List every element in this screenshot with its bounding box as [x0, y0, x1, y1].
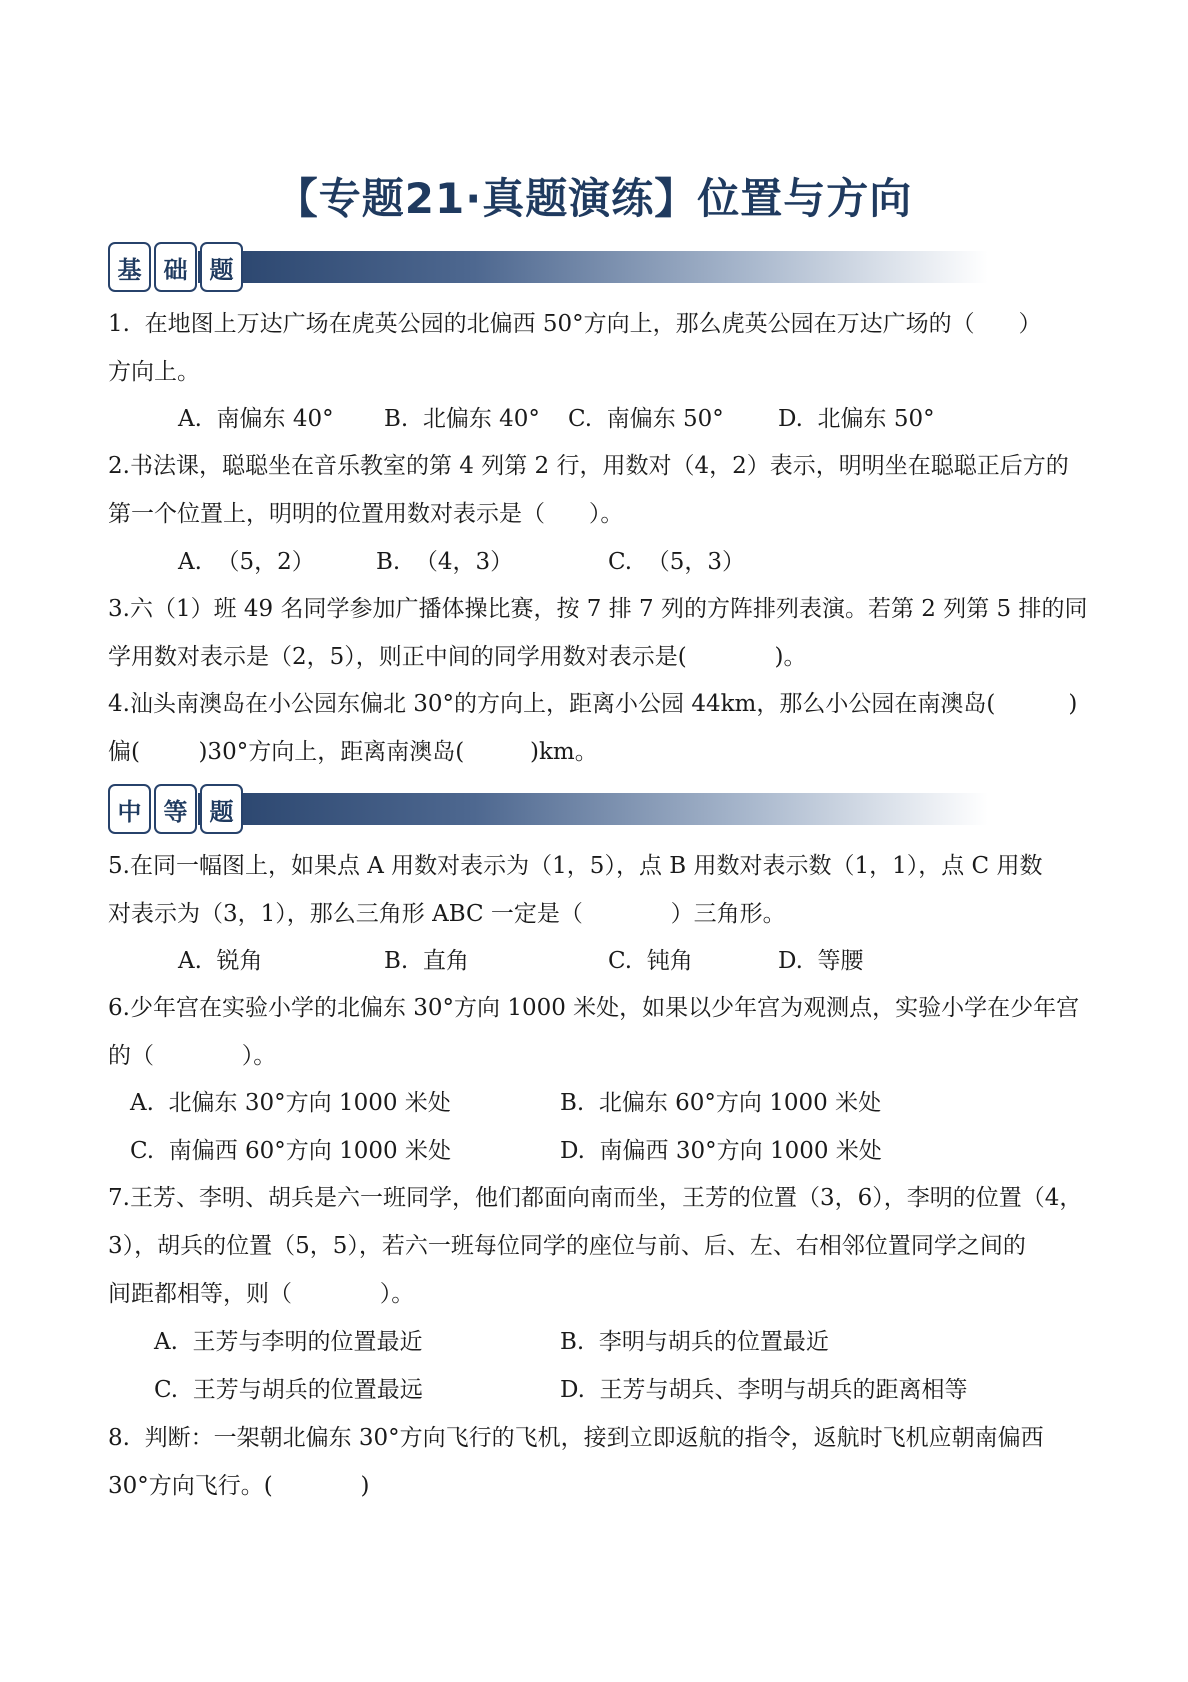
- option-c: C. 南偏东 50°: [568, 406, 724, 432]
- section-char-box: 等: [154, 784, 197, 834]
- question-text-line: 3），胡兵的位置（5，5），若六一班每位同学的座位与前、后、左、右相邻位置同学之间的: [108, 1233, 1026, 1259]
- section-char-box: 题: [200, 242, 243, 292]
- question-text-line: 第一个位置上，明明的位置用数对表示是（ ）。: [108, 501, 624, 527]
- section-header-medium: [108, 784, 988, 834]
- option-c: C. 钝角: [608, 948, 693, 974]
- option-b: B. 直角: [384, 948, 469, 974]
- option-c: C. 王芳与胡兵的位置最远: [154, 1377, 423, 1403]
- question-text-line: 7.王芳、李明、胡兵是六一班同学，他们都面向南而坐，王芳的位置（3，6），李明的位置（4，: [108, 1185, 1083, 1211]
- option-b: B. 北偏东 60°方向 1000 米处: [560, 1090, 882, 1116]
- option-a: A. （5，2）: [178, 549, 315, 575]
- question-text-line: 6.少年宫在实验小学的北偏东 30°方向 1000 米处，如果以少年宫为观测点，实验小学在少年宫: [108, 995, 1080, 1021]
- question-text-line: 的（ ）。: [108, 1043, 277, 1069]
- option-d: D. 等腰: [778, 948, 864, 974]
- question-text-line: 3.六（1）班 49 名同学参加广播体操比赛，按 7 排 7 列的方阵排列表演。若第 2 列第 5 排的同: [108, 596, 1088, 622]
- page-title: 【专题21·真题演练】位置与方向: [275, 174, 913, 223]
- question-text-line: 4.汕头南澳岛在小公园东偏北 30°的方向上，距离小公园 44km，那么小公园在南澳岛( ): [108, 691, 1078, 717]
- question-text-line: 方向上。: [108, 359, 200, 385]
- option-d: D. 王芳与胡兵、李明与胡兵的距离相等: [560, 1377, 968, 1403]
- option-b: B. 李明与胡兵的位置最近: [560, 1329, 829, 1355]
- question-text-line: 30°方向飞行。( ): [108, 1473, 370, 1499]
- section-header-basic: [108, 242, 988, 292]
- option-a: A. 北偏东 30°方向 1000 米处: [130, 1090, 451, 1116]
- option-a: A. 锐角: [178, 948, 263, 974]
- question-text-line: 学用数对表示是（2，5），则正中间的同学用数对表示是( )。: [108, 644, 807, 670]
- option-b: B. 北偏东 40°: [384, 406, 540, 432]
- section-gradient-band: [198, 251, 988, 283]
- question-text-line: 2.书法课，聪聪坐在音乐教室的第 4 列第 2 行，用数对（4，2）表示，明明坐在聪聪正后方的: [108, 453, 1069, 479]
- question-text-line: 对表示为（3，1），那么三角形 ABC 一定是（ ）三角形。: [108, 901, 786, 927]
- question-text-line: 间距都相等，则（ ）。: [108, 1281, 415, 1307]
- question-text-line: 偏( )30°方向上，距离南澳岛( )km。: [108, 739, 598, 765]
- option-d: D. 南偏西 30°方向 1000 米处: [560, 1138, 882, 1164]
- option-b: B. （4，3）: [376, 549, 514, 575]
- question-text-line: 1. 在地图上万达广场在虎英公园的北偏西 50°方向上，那么虎英公园在万达广场的（ ）: [108, 311, 1042, 337]
- section-char-box: 中: [108, 784, 151, 834]
- section-char-box: 基: [108, 242, 151, 292]
- question-text-line: 8. 判断：一架朝北偏东 30°方向飞行的飞机，接到立即返航的指令，返航时飞机应朝南偏西: [108, 1425, 1044, 1451]
- section-gradient-band: [198, 793, 988, 825]
- option-a: A. 南偏东 40°: [178, 406, 334, 432]
- section-char-box: 础: [154, 242, 197, 292]
- option-c: C. （5，3）: [608, 549, 745, 575]
- option-c: C. 南偏西 60°方向 1000 米处: [130, 1138, 451, 1164]
- question-text-line: 5.在同一幅图上，如果点 A 用数对表示为（1，5），点 B 用数对表示数（1，1），点 C 用数: [108, 853, 1043, 879]
- section-char-box: 题: [200, 784, 243, 834]
- option-d: D. 北偏东 50°: [778, 406, 935, 432]
- option-a: A. 王芳与李明的位置最近: [154, 1329, 423, 1355]
